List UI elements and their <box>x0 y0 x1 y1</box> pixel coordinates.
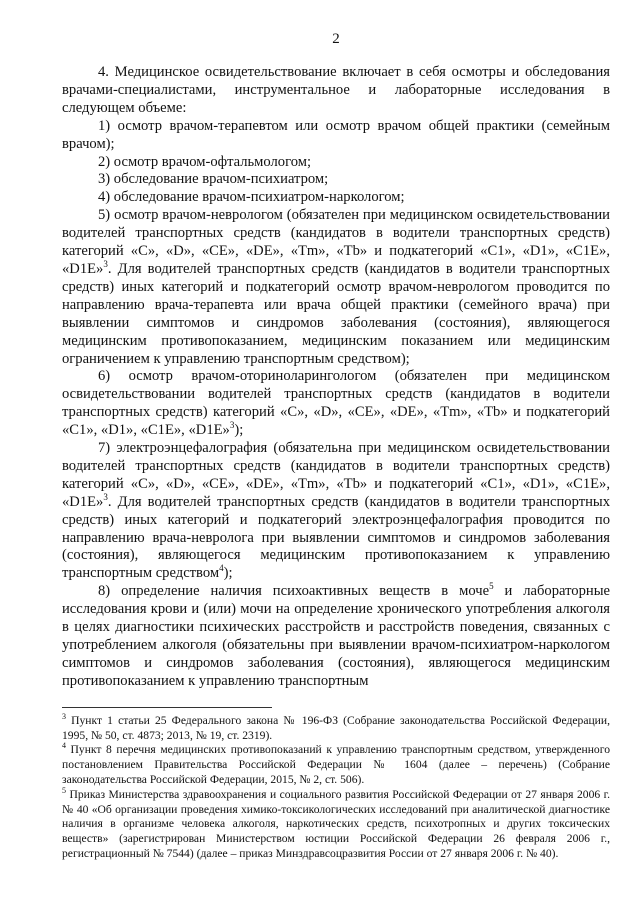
list-item-1: 1) осмотр врачом-терапевтом или осмотр врачом общей практики (семейным врачом); <box>62 117 610 152</box>
footnote-4 <box>62 743 610 787</box>
footnote-5 <box>62 785 610 862</box>
list-item-8 <box>62 583 610 690</box>
footnote-5-mark: 5 <box>62 785 66 795</box>
footnote-3-text: Пункт 1 статьи 25 Федерального закона № 196-ФЗ (Собрание законодательства Российской Федерации, 1995, № 50, ст. 4873; 2013, № 19, ст. 2319). <box>62 713 610 742</box>
list-item-8-text-a: 8) определение наличия психоактивных веществ в моче <box>98 583 490 600</box>
list-item-2: 2) осмотр врачом-офтальмологом; <box>98 153 312 170</box>
footnote-ref-5: 5 <box>489 581 494 592</box>
footnote-ref-3: 3 <box>103 491 108 502</box>
list-item-5-text-a: 5) осмотр врачом-неврологом (обязателен при медицинском освидетельствовании водителей транспортных средств (кандидатов в водители транспортных средств) категорий «C», «D», «CE», «DE», «Tm», «Tb» и подкатегорий «C1», «D1», «C1E», «D1E» <box>62 207 610 277</box>
list-item-8-text-b: и лабораторные исследования крови и (или) мочи на определение хронического употребления алкоголя в целях диагностики психических расстройств и расстройств поведения, связанных с употреблением алкоголя (обязательны при выявлении врачом-психиатром-наркологом симптомов и синдромов заболевания (состояния), являющегося медицинским противопоказанием к управлению транспортным <box>62 583 610 689</box>
footnote-divider <box>62 707 272 708</box>
list-item-7-text-b: . Для водителей транспортных средств (кандидатов в водители транспортных средств) иных категорий и подкатегорий электроэнцефалография проводится по направлению врача-невролога при выявлении симптомов и синдромов заболевания (состояния), являющегося медицинским противопоказанием к управлению транспортным средством <box>62 493 610 582</box>
list-item-6-text-a: 6) осмотр врачом-оториноларингологом (обязателен при медицинском освидетельствовании водителей транспортных средств (кандидатов в водители транспортных средств) категорий «C», «D», «CE», «DE», «Tm», «Tb» и подкатегорий «C1», «D1», «C1E», «D1E» <box>62 368 610 439</box>
list-item-7-text-a: 7) электроэнцефалография (обязательна при медицинском освидетельствовании водителей транспортных средств (кандидатов в водители транспортных средств) категорий «C», «D», «CE», «DE», «Tm», «Tb» и подкатегорий «C1», «D1», «C1E», «D1E» <box>62 440 610 510</box>
list-item-6 <box>62 368 610 440</box>
list-item-4: 4) обследование врачом-психиатром-наркологом; <box>98 189 405 206</box>
footnote-ref-3: 3 <box>229 420 235 431</box>
list-item-5 <box>62 207 610 368</box>
page-number: 2 <box>332 31 340 47</box>
paragraph-intro: 4. Медицинское освидетельствование включает в себя осмотры и обследования врачами-специалистами, инструментальное и лабораторные исследования в следующем объеме: <box>62 64 610 116</box>
footnotes <box>62 711 610 862</box>
footnote-4-text: Пункт 8 перечня медицинских противопоказаний к управлению транспортным средством, утвержденного постановлением Правительства Российской Федерации № 1604 (далее – перечень) (Собрание законодательства Российской Федерации, 2015, № 2, ст. 506). <box>62 743 610 786</box>
document-body <box>62 64 610 691</box>
footnote-3-mark: 3 <box>62 711 66 721</box>
list-item-6-text-b: ); <box>234 422 244 439</box>
list-item-5-text-b: . Для водителей транспортных средств (кандидатов в водители транспортных средств) иных категорий и подкатегорий осмотр врачом-неврологом проводится по направлению врача-терапевта или врача общей практики (семейного врача) при выявлении симптомов и синдромов заболевания (состояния), являющегося медицинским противопоказанием, медицинским показанием или медицинским ограничением к управлению транспортным средством); <box>62 260 610 367</box>
footnote-ref-4: 4 <box>219 563 224 574</box>
footnote-5-text: Приказ Министерства здравоохранения и социального развития Российской Федерации от 27 января 2006 г. № 40 «Об организации проведения химико-токсикологических исследований при аналитической диагностике наличия в организме человека алкоголя, наркотических средств, психотропных и других токсических веществ» (зарегистрирован Министерством юстиции Российской Федерации 26 февраля 2006 г., регистрационный № 7544) (далее – приказ Минздравсоцразвития России от 27 января 2006 г. № 40). <box>62 787 610 860</box>
list-item-7 <box>62 440 610 583</box>
list-item-3: 3) обследование врачом-психиатром; <box>98 171 329 188</box>
footnote-4-mark: 4 <box>62 741 66 751</box>
footnote-3 <box>62 711 610 744</box>
footnote-ref-3: 3 <box>103 259 108 270</box>
list-item-7-text-c: ); <box>223 565 233 582</box>
